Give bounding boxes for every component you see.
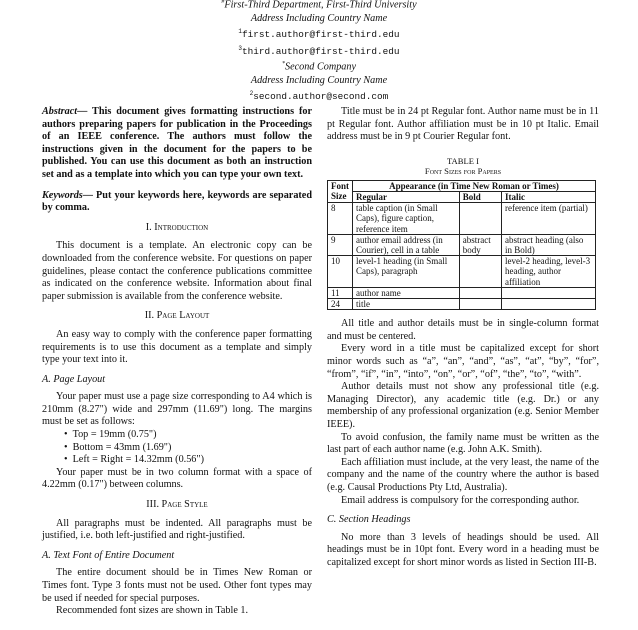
cell-size: 11 bbox=[328, 287, 353, 298]
header-regular: Regular bbox=[353, 191, 460, 202]
email-3: $^3$third.author@first-third.edu bbox=[238, 44, 400, 57]
cell-regular: level-1 heading (in Small Caps), paragraph bbox=[353, 256, 460, 288]
affiliation-2: *Second Company bbox=[281, 61, 356, 73]
section-2-heading: II. Page Layout bbox=[144, 310, 210, 322]
section-3-heading: III. Page Style bbox=[146, 499, 208, 511]
header-appearance: Appearance (in Time New Roman or Times) bbox=[353, 180, 596, 191]
margin-bottom-item: • Bottom = 43mm (1.69") bbox=[64, 442, 312, 455]
table-row bbox=[328, 287, 596, 298]
header-size: Size bbox=[328, 191, 353, 202]
cell-regular: table caption (in Small Caps), figure caption, reference item bbox=[353, 203, 460, 235]
cell-bold bbox=[459, 203, 501, 235]
table-title: Font Sizes for Papers bbox=[424, 165, 502, 176]
subsection-3a-heading: A. Text Font of Entire Document bbox=[42, 549, 175, 561]
capitalization-paragraph: Every word in a title must be capitalized except for short minor words such as “a”, “an”, “and”, “as”, “at”, “by”, “for”, “from”, “if”, “in”, “into”, “on”, “or”, “of”, “the”, “to”, “with”. bbox=[327, 343, 599, 380]
section-2-paragraph: An easy way to comply with the conference paper formatting requirements is to use this document as a template and simply type your text into it. bbox=[42, 328, 312, 366]
email-paragraph: Email address is compulsory for the corresponding author. bbox=[341, 494, 580, 506]
email-2-text: second.author@second.com bbox=[253, 91, 389, 103]
header-italic: Italic bbox=[501, 191, 595, 202]
margin-top-item: • Top = 19mm (0.75") bbox=[64, 429, 312, 442]
cell-italic: level-2 heading, level-3 heading, author affiliation bbox=[501, 256, 595, 288]
subsection-a-paragraph: Your paper must use a page size corresponding to A4 which is 210mm (8.27") wide and 297mm (11.69") long. The margins must be set as follows: bbox=[42, 391, 312, 428]
table-row bbox=[328, 299, 596, 310]
section-1-paragraph: This document is a template. An electronic copy can be downloaded from the conference website. For questions on paper guidelines, please contact the conference publications committee as indicated on the conference website. Information about final paper submission is available from the conference website. bbox=[42, 240, 312, 302]
subsection-c-heading: C. Section Headings bbox=[327, 514, 411, 526]
abstract-label: Abstract bbox=[42, 106, 78, 117]
section-headings-paragraph: No more than 3 levels of headings should be used. All headings must be in 10pt font. Every word in a heading must be capitalized except for short minor words as listed in Section III-B. bbox=[327, 531, 599, 568]
cell-italic: reference item (partial) bbox=[501, 203, 595, 235]
email-3-text: third.author@first-third.edu bbox=[242, 45, 400, 57]
subsection-a-heading: A. Page Layout bbox=[42, 373, 106, 385]
email-1: $^1$first.author@first-third.edu bbox=[238, 28, 400, 41]
abstract-text: — This document gives formatting instructions for authors preparing papers for publication in the Proceedings of an IEEE conference. The authors must follow the instructions given in the document for the papers to be published. You can use this document as both an instruction set and as a template into which you can type your own text. bbox=[42, 106, 312, 180]
section-3-paragraph: All paragraphs must be indented. All paragraphs must be justified, i.e. both left-justified and right-justified. bbox=[42, 517, 312, 542]
table-caption bbox=[327, 156, 599, 176]
margins-list bbox=[42, 429, 312, 467]
cell-italic bbox=[501, 287, 595, 298]
single-column-paragraph: All title and author details must be in single-column format and must be centered. bbox=[327, 318, 599, 342]
cell-bold: abstract body bbox=[459, 234, 501, 255]
table-header-row-1 bbox=[328, 180, 596, 191]
table-number: TABLE I bbox=[446, 155, 479, 166]
cell-size: 8 bbox=[328, 203, 353, 235]
margin-sides-item: • Left = Right = 14.32mm (0.56") bbox=[64, 454, 312, 467]
affiliation-1-text: First-Third Department, First-Third University bbox=[224, 0, 417, 11]
abstract bbox=[42, 106, 312, 182]
table-row bbox=[328, 203, 596, 235]
table-row bbox=[328, 234, 596, 255]
cell-bold bbox=[459, 299, 501, 310]
keywords bbox=[42, 190, 312, 215]
cell-bold bbox=[459, 287, 501, 298]
cell-regular: author email address (in Courier), cell in a table bbox=[353, 234, 460, 255]
author-block bbox=[0, 0, 638, 104]
cell-regular: author name bbox=[353, 287, 460, 298]
email-2: $^2$second.author@second.com bbox=[249, 90, 389, 103]
affiliation-1: #First-Third Department, First-Third University bbox=[221, 0, 417, 11]
address-2: Address Including Country Name bbox=[250, 75, 388, 87]
keywords-text: — Put your keywords here, keywords are separated by comma. bbox=[42, 189, 312, 214]
left-column bbox=[42, 106, 312, 618]
header-bold: Bold bbox=[459, 191, 501, 202]
subsection-3a-paragraph-2: Recommended font sizes are shown in Table 1. bbox=[56, 605, 249, 617]
email-1-text: first.author@first-third.edu bbox=[242, 29, 400, 41]
family-name-paragraph: To avoid confusion, the family name must be written as the last part of each author name (e.g. John A.K. Smith). bbox=[327, 431, 599, 456]
cell-italic bbox=[501, 299, 595, 310]
address-1: Address Including Country Name bbox=[250, 12, 388, 24]
cell-bold bbox=[459, 256, 501, 288]
table-header-row-2 bbox=[328, 191, 596, 202]
right-column bbox=[327, 106, 599, 570]
header-font: Font bbox=[328, 180, 353, 191]
cell-regular: title bbox=[353, 299, 460, 310]
cell-size: 24 bbox=[328, 299, 353, 310]
subsection-3a-paragraph: The entire document should be in Times New Roman or Times font. Type 3 fonts must not be used. Other font types may be used if needed for special purposes. bbox=[42, 567, 312, 604]
subsection-a-paragraph-2: Your paper must be in two column format with a space of 4.22mm (0.17") between columns. bbox=[42, 466, 312, 491]
author-title-paragraph: Author details must not show any professional title (e.g. Managing Director), any academic title (e.g. Dr.) or any membership of any professional organization (e.g. Senior Member IEEE). bbox=[327, 381, 599, 430]
font-requirements-paragraph: Title must be in 24 pt Regular font. Author name must be in 11 pt Regular font. Author affiliation must be in 10 pt Italic. Email address must be in 9 pt Courier Regular font. bbox=[327, 106, 599, 143]
keywords-label: Keywords bbox=[42, 189, 83, 201]
cell-italic: abstract heading (also in Bold) bbox=[501, 234, 595, 255]
table-row bbox=[328, 256, 596, 288]
affiliation-2-text: Second Company bbox=[284, 61, 356, 73]
cell-size: 10 bbox=[328, 256, 353, 288]
font-size-table bbox=[327, 180, 596, 310]
cell-size: 9 bbox=[328, 234, 353, 255]
section-1-heading: I. Introduction bbox=[145, 221, 209, 233]
affiliation-paragraph: Each affiliation must include, at the very least, the name of the company and the name of the country where the author is based (e.g. Causal Productions Pty Ltd, Australia). bbox=[327, 456, 599, 493]
